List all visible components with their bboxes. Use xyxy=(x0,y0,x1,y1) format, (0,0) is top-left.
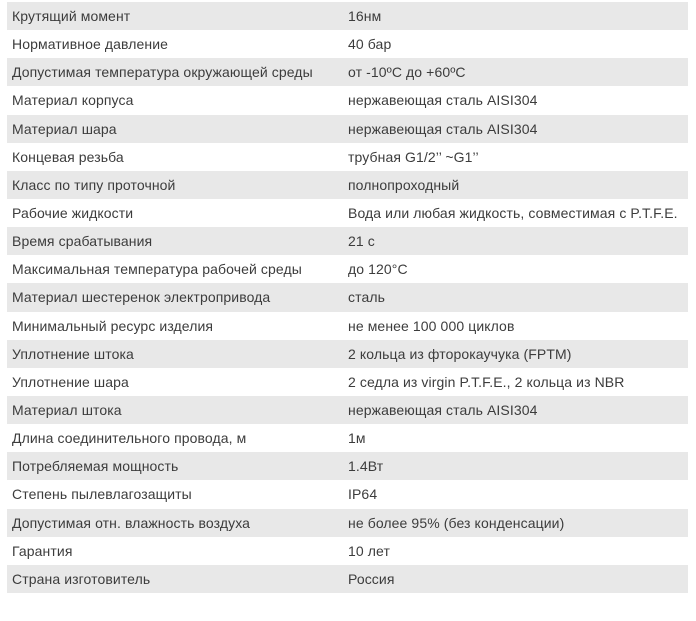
table-row xyxy=(7,340,688,368)
spec-value: сталь xyxy=(348,289,386,306)
table-row xyxy=(7,312,688,340)
spec-name: Потребляемая мощность xyxy=(12,458,179,475)
spec-value: нержавеющая сталь AISI304 xyxy=(348,402,538,419)
spec-value: от -10ºС до +60ºС xyxy=(348,64,466,81)
table-row xyxy=(7,424,688,452)
table-row xyxy=(7,509,688,537)
spec-value: 10 лет xyxy=(348,542,390,559)
spec-name: Время срабатывания xyxy=(12,233,153,250)
spec-value: нержавеющая сталь AISI304 xyxy=(348,120,538,137)
table-row xyxy=(7,2,688,30)
specifications-table-body xyxy=(7,2,688,593)
table-row xyxy=(7,143,688,171)
spec-name: Максимальная температура рабочей среды xyxy=(12,261,302,278)
table-row xyxy=(7,199,688,227)
table-row xyxy=(7,396,688,424)
spec-value: 16нм xyxy=(348,8,382,25)
specifications-table xyxy=(7,2,688,593)
table-row xyxy=(7,227,688,255)
spec-value: полнопроходный xyxy=(348,176,460,193)
spec-value: не более 95% (без конденсации) xyxy=(348,514,565,531)
table-row xyxy=(7,368,688,396)
table-row xyxy=(7,30,688,58)
spec-name: Гарантия xyxy=(12,542,73,559)
spec-name: Уплотнение штока xyxy=(12,345,134,362)
table-row xyxy=(7,283,688,311)
spec-name: Материал корпуса xyxy=(12,92,134,109)
table-row xyxy=(7,480,688,508)
spec-name: Класс по типу проточной xyxy=(12,176,176,193)
spec-name: Уплотнение шара xyxy=(12,373,129,390)
spec-value: 1.4Вт xyxy=(348,458,384,475)
spec-value: трубная G1/2’’ ~G1’’ xyxy=(348,148,479,165)
spec-value: IP64 xyxy=(348,486,378,503)
spec-name: Страна изготовитель xyxy=(12,570,151,587)
table-row xyxy=(7,171,688,199)
spec-name: Концевая резьба xyxy=(12,148,124,165)
spec-name: Материал штока xyxy=(12,402,122,419)
spec-name: Нормативное давление xyxy=(12,36,169,53)
spec-value: 21 с xyxy=(348,233,375,250)
table-row xyxy=(7,115,688,143)
spec-value: не менее 100 000 циклов xyxy=(348,317,515,334)
spec-value: Вода или любая жидкость, совместимая с P.T.F.E. xyxy=(348,205,678,222)
spec-name: Материал шестеренок электропривода xyxy=(12,289,271,306)
spec-value: 2 кольца из фторокаучука (FPTM) xyxy=(348,345,572,362)
table-row xyxy=(7,86,688,114)
spec-value: Россия xyxy=(348,570,395,587)
spec-value: 40 бар xyxy=(348,36,392,53)
spec-value: 1м xyxy=(348,430,366,447)
spec-value: нержавеющая сталь AISI304 xyxy=(348,92,538,109)
spec-name: Крутящий момент xyxy=(12,8,131,25)
spec-name: Степень пылевлагозащиты xyxy=(12,486,192,503)
table-row xyxy=(7,537,688,565)
table-row xyxy=(7,58,688,86)
table-row xyxy=(7,452,688,480)
table-row xyxy=(7,565,688,593)
spec-name: Допустимая отн. влажность воздуха xyxy=(12,514,251,531)
spec-value: 2 седла из virgin P.T.F.E., 2 кольца из NBR xyxy=(348,373,625,390)
spec-name: Допустимая температура окружающей среды xyxy=(12,64,313,81)
spec-value: до 120°С xyxy=(348,261,408,278)
table-row xyxy=(7,255,688,283)
spec-name: Рабочие жидкости xyxy=(12,205,134,222)
spec-name: Минимальный ресурс изделия xyxy=(12,317,214,334)
spec-name: Материал шара xyxy=(12,120,117,137)
spec-name: Длина соединительного провода, м xyxy=(12,430,247,447)
